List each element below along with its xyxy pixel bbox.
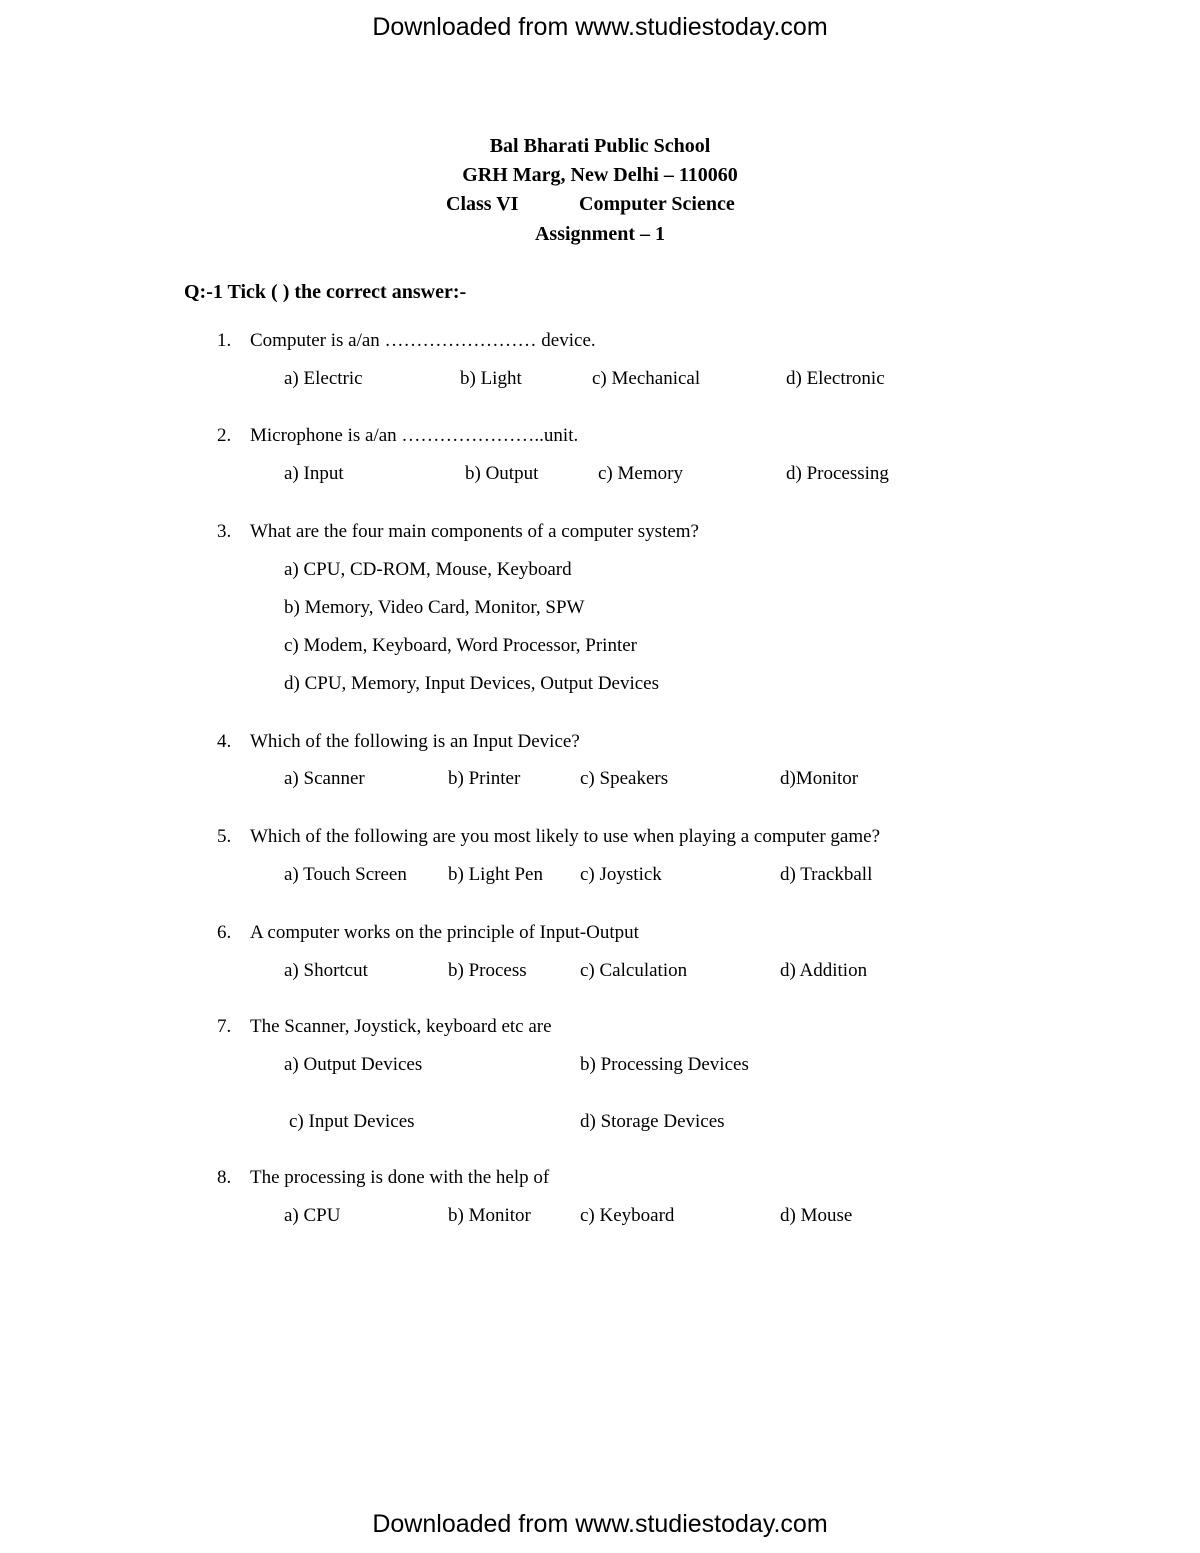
option: b) Processing Devices bbox=[580, 1054, 749, 1075]
option: a) Output Devices bbox=[284, 1054, 423, 1075]
option: c) Speakers bbox=[580, 768, 669, 789]
option: c) Mechanical bbox=[592, 368, 701, 389]
option: d) Mouse bbox=[780, 1205, 853, 1226]
option: d) CPU, Memory, Input Devices, Output Devices bbox=[284, 673, 660, 694]
question-text: A computer works on the principle of Input-Output bbox=[250, 922, 639, 943]
question-text: Microphone is a/an …………………..unit. bbox=[250, 425, 579, 446]
subject-label: Computer Science bbox=[579, 193, 735, 215]
download-banner-bottom: Downloaded from www.studiestoday.com bbox=[372, 1510, 828, 1538]
question-text: Computer is a/an …………………… device. bbox=[250, 330, 596, 351]
school-address: GRH Marg, New Delhi – 110060 bbox=[462, 164, 738, 186]
question-text: Which of the following is an Input Device? bbox=[250, 731, 580, 752]
option: b) Light Pen bbox=[448, 864, 543, 885]
download-banner-top: Downloaded from www.studiestoday.com bbox=[372, 13, 828, 41]
question-text: Which of the following are you most likely to use when playing a computer game? bbox=[250, 826, 880, 847]
option: a) Input bbox=[284, 463, 344, 484]
question-number: 1. bbox=[217, 330, 232, 351]
option: a) Electric bbox=[284, 368, 363, 389]
option: a) Touch Screen bbox=[284, 864, 407, 885]
option: d) Addition bbox=[780, 960, 868, 981]
question-text: The processing is done with the help of bbox=[250, 1167, 550, 1188]
assignment-title: Assignment – 1 bbox=[534, 223, 665, 245]
question-text: The Scanner, Joystick, keyboard etc are bbox=[250, 1016, 552, 1037]
option: a) CPU bbox=[284, 1205, 341, 1226]
option: d)Monitor bbox=[780, 768, 859, 789]
question-number: 7. bbox=[217, 1016, 232, 1037]
option: c) Memory bbox=[598, 463, 683, 484]
question-number: 3. bbox=[217, 521, 232, 542]
school-name: Bal Bharati Public School bbox=[489, 135, 711, 157]
option: a) Shortcut bbox=[284, 960, 368, 981]
question-text: What are the four main components of a computer system? bbox=[250, 521, 699, 542]
class-label: Class VI bbox=[446, 193, 519, 215]
option: d) Trackball bbox=[780, 864, 873, 885]
option: c) Modem, Keyboard, Word Processor, Printer bbox=[284, 635, 638, 656]
option: c) Keyboard bbox=[580, 1205, 675, 1226]
option: b) Monitor bbox=[448, 1205, 531, 1226]
option: b) Output bbox=[465, 463, 539, 484]
option: b) Light bbox=[460, 368, 522, 389]
question-number: 6. bbox=[217, 922, 232, 943]
question-number: 5. bbox=[217, 826, 232, 847]
option: a) CPU, CD-ROM, Mouse, Keyboard bbox=[284, 559, 572, 580]
option: b) Printer bbox=[448, 768, 521, 789]
option: c) Input Devices bbox=[289, 1111, 415, 1132]
section-title: Q:-1 Tick ( ) the correct answer:- bbox=[184, 281, 467, 303]
option: c) Joystick bbox=[580, 864, 662, 885]
option: d) Electronic bbox=[786, 368, 885, 389]
option: a) Scanner bbox=[284, 768, 365, 789]
question-number: 2. bbox=[217, 425, 232, 446]
option: b) Process bbox=[448, 960, 527, 981]
option: c) Calculation bbox=[580, 960, 688, 981]
option: d) Storage Devices bbox=[580, 1111, 725, 1132]
option: d) Processing bbox=[786, 463, 889, 484]
option: b) Memory, Video Card, Monitor, SPW bbox=[284, 597, 585, 618]
question-number: 8. bbox=[217, 1167, 232, 1188]
question-number: 4. bbox=[217, 731, 232, 752]
